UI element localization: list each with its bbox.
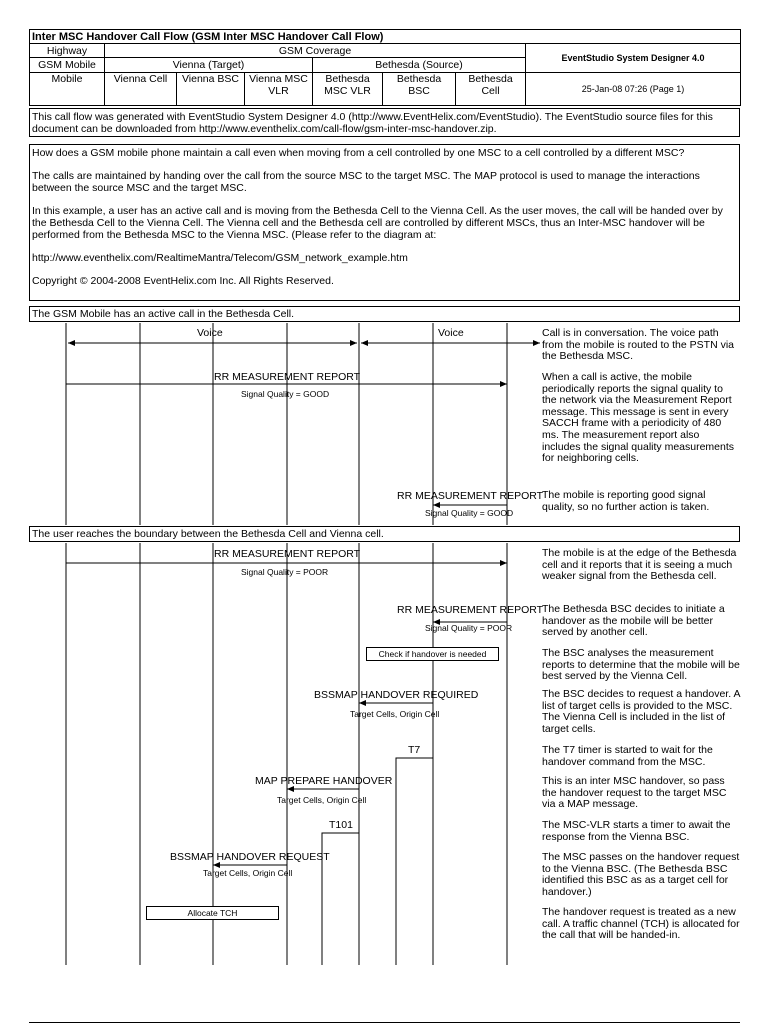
gsm-mobile-label: GSM Mobile <box>30 58 105 72</box>
entity-vienna-cell: Vienna Cell <box>105 72 177 105</box>
message-label: RR MEASUREMENT REPORT <box>397 490 544 502</box>
highway-label: Highway <box>30 44 105 58</box>
message-label: RR MEASUREMENT REPORT <box>214 548 361 560</box>
message-label: Voice <box>438 327 464 339</box>
description-question: How does a GSM mobile phone maintain a call even when moving from a cell controlled by one MSC to a cell controlled by a different MSC? <box>32 147 685 159</box>
message-param: Signal Quality = GOOD <box>425 508 514 518</box>
entity-bethesda-msc-vlr: Bethesda MSC VLR <box>313 72 383 105</box>
diagram-link[interactable]: http://www.eventhelix.com/RealtimeMantra/Telecom/GSM_network_example.htm <box>32 252 408 264</box>
message-label: MAP PREPARE HANDOVER <box>255 775 393 787</box>
message-param: Signal Quality = POOR <box>425 623 513 633</box>
note: The handover request is treated as a new call. A traffic channel (TCH) is allocated for the call that will be handed-in. <box>542 906 740 942</box>
message-param: Target Cells, Origin Cell <box>277 795 367 805</box>
vienna-target-label: Vienna (Target) <box>105 58 313 72</box>
message-label: RR MEASUREMENT REPORT <box>397 604 544 616</box>
entity-bethesda-bsc: Bethesda BSC <box>383 72 456 105</box>
timer-label: T101 <box>329 819 353 831</box>
note: The T7 timer is started to wait for the handover command from the MSC. <box>542 744 713 768</box>
date-page: 25-Jan-08 07:26 (Page 1) <box>526 72 741 105</box>
timer-label: T7 <box>408 744 421 756</box>
bethesda-source-label: Bethesda (Source) <box>313 58 526 72</box>
message-param: Target Cells, Origin Cell <box>203 868 293 878</box>
note: When a call is active, the mobile periodically reports the signal quality to the network via the Measurement Report message. This message is sent in every SACCH frame with a periodicity of 480 ms. The measurement report also includes the signal quality measurements for neighboring cells. <box>542 371 735 465</box>
timer-t7 <box>396 758 433 965</box>
action-allocate-tch: Allocate TCH <box>146 906 279 920</box>
note: The MSC passes on the handover request to the Vienna BSC. (The Bethesda BSC identified this BSC as as a target cell for handover.) <box>542 851 740 898</box>
note: The mobile is at the edge of the Bethesda cell and it reports that it is seeing a much weaker signal from the Bethesda cell. <box>542 547 737 583</box>
action-check-handover: Check if handover is needed <box>366 647 499 661</box>
message-param: Target Cells, Origin Cell <box>350 709 440 719</box>
copyright: Copyright © 2004-2008 EventHelix.com Inc. All Rights Reserved. <box>32 275 334 287</box>
message-param: Signal Quality = GOOD <box>241 389 330 399</box>
entity-vienna-bsc: Vienna BSC <box>177 72 245 105</box>
section-header: The GSM Mobile has an active call in the Bethesda Cell. <box>29 306 740 322</box>
note: The BSC decides to request a handover. A list of target cells is provided to the MSC. The Vienna Cell is included in the list of target cells. <box>542 688 740 735</box>
description-paragraph: In this example, a user has an active call and is moving from the Bethesda Cell to the Vienna Cell. As the user moves, the call will be handed over by the Bethesda Cell to the Vienna Cell. The Vienna cell and the Bethesda cell are controlled by different MSCs, thus an Inter-MSC handover will be performed from the Bethesda MSC to the Vienna MSC. (Please refer to the diagram at: <box>32 205 723 241</box>
message-label: RR MEASUREMENT REPORT <box>214 371 361 383</box>
note: The mobile is reporting good signal quality, so no further action is taken. <box>542 489 710 513</box>
note: The MSC-VLR starts a timer to await the response from the Vienna BSC. <box>542 819 731 843</box>
description-paragraph: The calls are maintained by handing over the call from the source MSC to the target MSC. The MAP protocol is used to manage the interactions between the source MSC and the target MSC. <box>32 170 700 194</box>
entity-mobile: Mobile <box>30 72 105 105</box>
message-label: Voice <box>197 327 223 339</box>
message-label: BSSMAP HANDOVER REQUIRED <box>314 689 479 701</box>
intro-text: This call flow was generated with EventStudio System Designer 4.0 (http://www.EventHelix.com/EventStudio). The EventStudio source files for this document can be downloaded from http://www.eventhelix.com/call-flow/gsm-inter-msc-handover.zip. <box>32 111 713 135</box>
message-label: BSSMAP HANDOVER REQUEST <box>170 851 330 863</box>
note: This is an inter MSC handover, so pass the handover request to the target MSC via a MAP message. <box>542 775 727 811</box>
gsm-coverage-label: GSM Coverage <box>105 44 526 58</box>
document-title: Inter MSC Handover Call Flow (GSM Inter MSC Handover Call Flow) <box>30 30 741 44</box>
entity-vienna-msc-vlr: Vienna MSC VLR <box>245 72 313 105</box>
note: Call is in conversation. The voice path from the mobile is routed to the PSTN via the Bethesda MSC. <box>542 327 734 363</box>
entity-bethesda-cell: Bethesda Cell <box>456 72 526 105</box>
note: The Bethesda BSC decides to initiate a handover as the mobile will be better served by another cell. <box>542 603 725 639</box>
tool-name: EventStudio System Designer 4.0 <box>526 44 741 72</box>
note: The BSC analyses the measurement reports to determine that the mobile will be best served by the Vienna Cell. <box>542 647 740 683</box>
page-bottom-rule <box>29 1022 740 1023</box>
message-param: Signal Quality = POOR <box>241 567 329 577</box>
section-header: The user reaches the boundary between the Bethesda Cell and Vienna cell. <box>29 526 740 542</box>
